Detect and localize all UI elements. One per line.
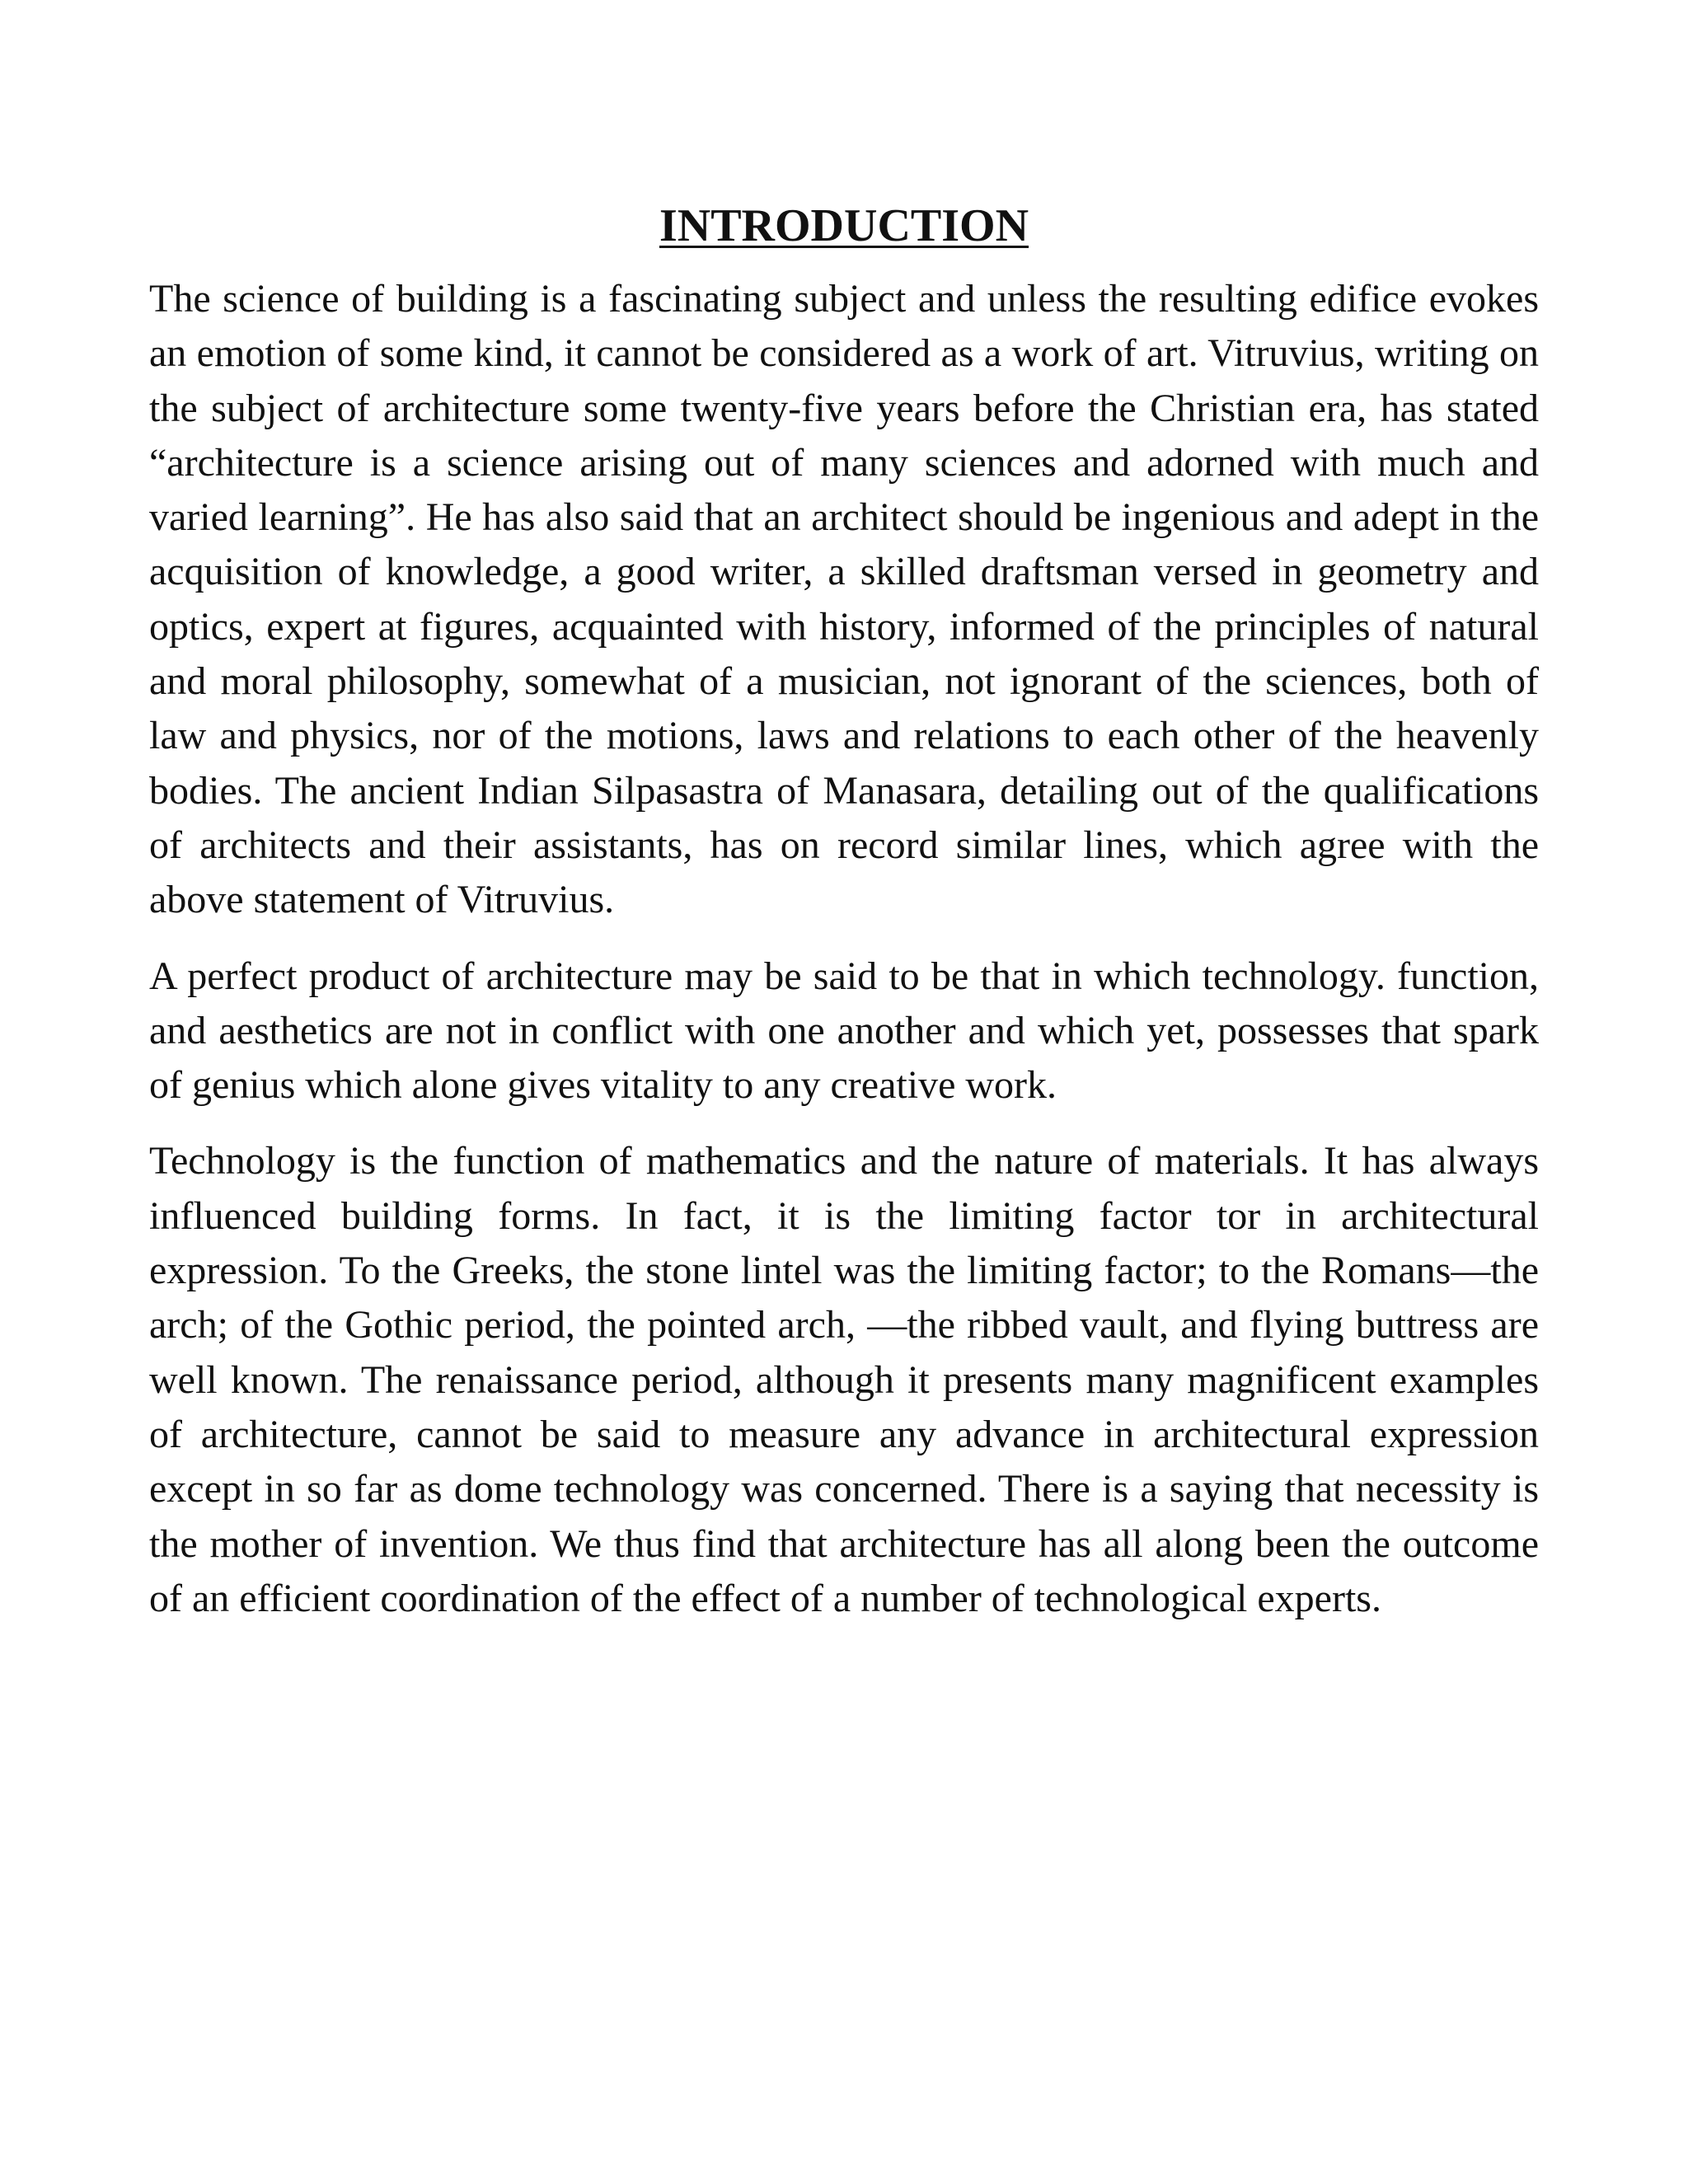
page-title [149,196,1539,255]
document-body [149,196,1539,1647]
paragraph-3: Technology is the function of mathematics and the nature of materials. It has always influenced building forms. In fact, it is the limiting factor tor in architectural expression. To the Greeks, the stone lintel was the limiting factor; to the Romans—the arch; of the Gothic period, the pointed arch, —the ribbed vault, and flying buttress are well known. The renaissance period, although it presents many magnificent examples of architecture, cannot be said to measure any advance in architectural expression except in so far as dome technology was concerned. There is a saying that necessity is the mother of invention. We thus find that architecture has all along been the outcome of an efficient coordination of the effect of a number of technological experts. [149,1139,1539,1620]
paragraph-2: A perfect product of architecture may be said to be that in which technology. function, and aesthetics are not in conflict with one another and which yet, possesses that spark of genius which alone gives vitality to any creative work. [149,954,1539,1108]
paragraph-1: The science of building is a fascinating subject and unless the resulting edifice evokes an emotion of some kind, it cannot be considered as a work of art. Vitruvius, writing on the subject of architecture some twenty-five years before the Christian era, has stated “architecture is a science arising out of many sciences and adorned with much and varied learning”. He has also said that an architect should be ingenious and adept in the acquisition of knowledge, a good writer, a skilled draftsman versed in geometry and optics, expert at figures, acquainted with history, informed of the principles of natural and moral philosophy, somewhat of a musician, not ignorant of the sciences, both of law and physics, nor of the motions, laws and relations to each other of the heavenly bodies. The ancient Indian Silpasastra of Manasara, detailing out of the qualifications of architects and their assistants, has on record similar lines, which agree with the above statement of Vitruvius. [149,277,1539,922]
title-text: INTRODUCTION [659,200,1029,251]
